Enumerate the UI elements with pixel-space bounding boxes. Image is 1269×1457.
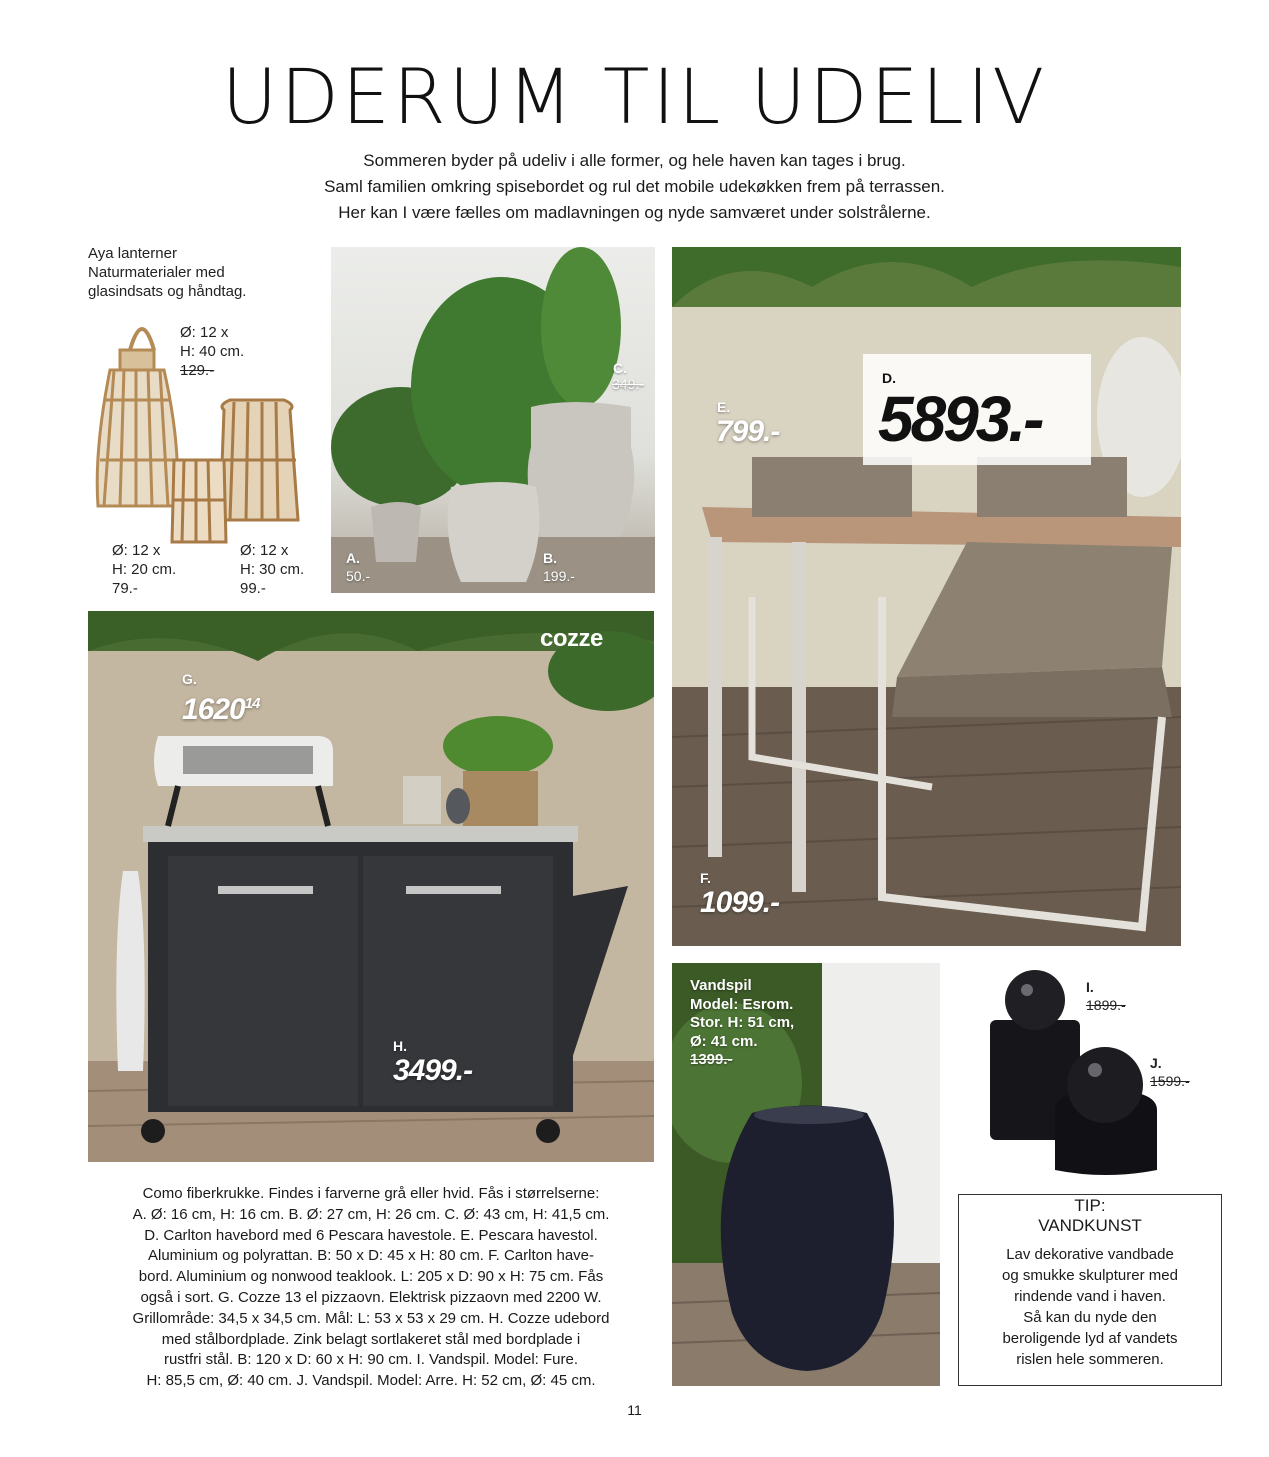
chair-e-price: 799.- [716, 415, 780, 448]
cozze-logo: cozze [540, 625, 603, 652]
chair-e-letter: E. [717, 399, 731, 415]
intro-text: Sommeren byder på udeliv i alle former, og hele haven kan tages i brug. Saml familien omkring spisebordet og rul det mobile udekøkken frem på terrassen. Her kan I være fælles om madlavningen og nyde samværet under solstrålerne. [324, 151, 945, 222]
page-number: 11 [627, 1402, 642, 1418]
kitchen-photo [88, 611, 654, 1162]
oven-g-letter: G. [182, 671, 197, 687]
fountain-esrom-info: Vandspil Model: Esrom. Stor. H: 51 cm, Ø: 41 cm. 1399.- [690, 977, 795, 1068]
lantern-large-info: Ø: 12 x H: 40 cm. 129.- [180, 324, 245, 379]
fountains-image [985, 970, 1165, 1180]
table-h-letter: H. [393, 1038, 407, 1054]
product-description: Como fiberkrukke. Findes i farverne grå eller hvid. Fås i størrelserne: A. Ø: 16 cm, H: 16 cm. B. Ø: 27 cm, H: 26 cm. C. Ø: 43 cm, H: 41,5 cm. D. Carlton havebord med 6 Pescara havestole. E. Pescara havestol. Aluminium og polyrattan. B: 50 x D: 45 x H: 80 cm. F. Carlton have- bord. Aluminium og nonwood teaklook. L: 205 x D: 90 x H: 75 cm. Fås også i sort. G. Cozze 13 el pizzaovn. Elektrisk pizzaovn med 2200 W. Grillområde: 34,5 x 34,5 cm. Mål: L: 53 x 53 x 29 cm. H. Cozze udebord med stålbordplade. Zink belagt sortlakeret stål med bordplade i rustfri stål. B: 120 x D: 60 x H: 90 cm. I. Vandspil. Model: Fure. H: 85,5 cm, Ø: 40 cm. J. Vandspil. Model: Arre. H: 52 cm, Ø: 45 cm. [132, 1185, 610, 1390]
fountain-photo [672, 963, 940, 1386]
lanterns-heading: Aya lanterner Naturmaterialer med glasindsats og håndtag. [88, 245, 247, 300]
pot-b-letter: B. [543, 550, 557, 566]
table-f-letter: F. [700, 870, 711, 886]
table-d-price: 5893.- [878, 383, 1042, 455]
oven-g-price: 1620$^{14}$ [182, 693, 260, 726]
pot-c-letter: C. [613, 360, 627, 376]
fountain-i-info: I. 1899.- [1086, 979, 1126, 1013]
fountain-j-info: J. 1599.- [1150, 1055, 1190, 1089]
lantern-small-info: Ø: 12 x H: 20 cm. 79.- [112, 542, 177, 597]
pot-c-price: 349.- [612, 376, 644, 392]
tip-body: Lav dekorative vandbade og smukke skulpturer med rindende vand i haven. Så kan du nyde den beroligende lyd af vandets rislen hele sommeren. [1002, 1246, 1178, 1368]
lantern-medium-info: Ø: 12 x H: 30 cm. 99.- [240, 542, 305, 597]
pot-a-price: 50.- [346, 568, 371, 584]
pots-photo [331, 247, 655, 593]
dining-photo [672, 247, 1181, 946]
table-d-letter: D. [882, 370, 896, 386]
page-title: UDERUM TIL UDELIV [221, 52, 1048, 141]
table-f-price: 1099.- [700, 886, 780, 919]
table-h-price: 3499.- [393, 1054, 473, 1087]
pot-b-price: 199.- [543, 568, 575, 584]
pot-a-letter: A. [346, 550, 360, 566]
tip-heading: TIP: VANDKUNST [1038, 1196, 1142, 1235]
